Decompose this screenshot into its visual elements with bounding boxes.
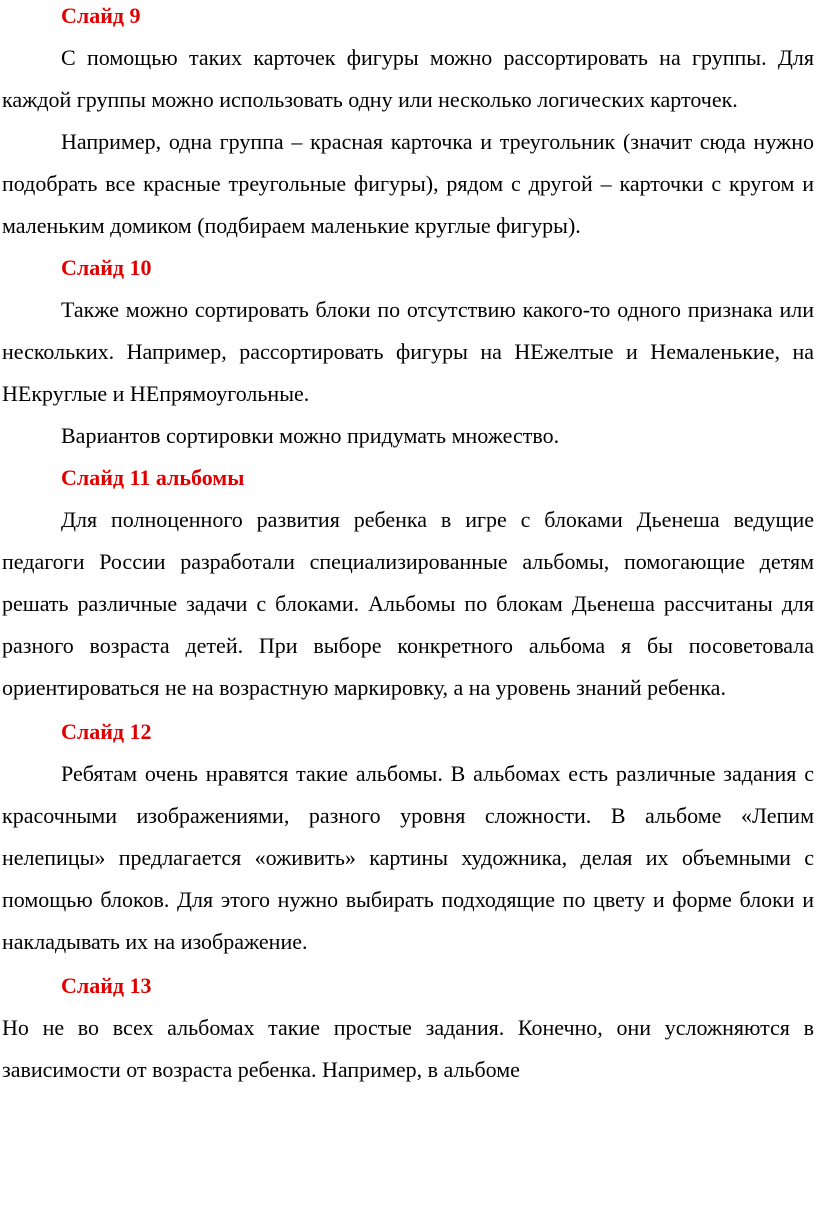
slide-9-heading: Слайд 9 [61, 3, 141, 28]
slide-11-paragraph-1: Для полноценного развития ребенка в игре с блоками Дьенеша ведущие педагоги России разработали специализированные альбомы, помогающие детям решать различные задачи с блоками. Альбомы по блокам Дьенеша рассчитаны для разного возраста детей. При выборе конкретного альбома я бы посоветовала ориентироваться не на возрастную маркировку, а на уровень знаний ребенка. [2, 507, 814, 700]
document-page [2, 0, 814, 1091]
slide-13-heading: Слайд 13 [61, 973, 152, 998]
slide-10-paragraph-2: Вариантов сортировки можно придумать множество. [61, 423, 560, 448]
slide-12-paragraph-1: Ребятам очень нравятся такие альбомы. В альбомах есть различные задания с красочными изображениями, разного уровня сложности. В альбоме «Лепим нелепицы» предлагается «оживить» картины художника, делая их объемными с помощью блоков. Для этого нужно выбирать подходящие по цвету и форме блоки и накладывать их на изображение. [2, 761, 814, 954]
slide-9-paragraph-1: С помощью таких карточек фигуры можно рассортировать на группы. Для каждой группы можно использовать одну или несколько логических карточек. [2, 45, 814, 112]
slide-9-paragraph-2: Например, одна группа – красная карточка и треугольник (значит сюда нужно подобрать все красные треугольные фигуры), рядом с другой – карточки с кругом и маленьким домиком (подбираем маленькие круглые фигуры). [2, 129, 814, 238]
slide-12-heading: Слайд 12 [61, 719, 152, 744]
slide-10-paragraph-1: Также можно сортировать блоки по отсутствию какого-то одного признака или нескольких. Например, рассортировать фигуры на НЕжелтые и Немаленькие, на НЕкруглые и НЕпрямоугольные. [2, 297, 814, 406]
slide-11-heading: Слайд 11 альбомы [61, 465, 245, 490]
slide-13-paragraph-1: Но не во всех альбомах такие простые задания. Конечно, они усложняются в зависимости от возраста ребенка. Например, в альбоме [2, 1015, 814, 1082]
slide-10-heading: Слайд 10 [61, 255, 152, 280]
